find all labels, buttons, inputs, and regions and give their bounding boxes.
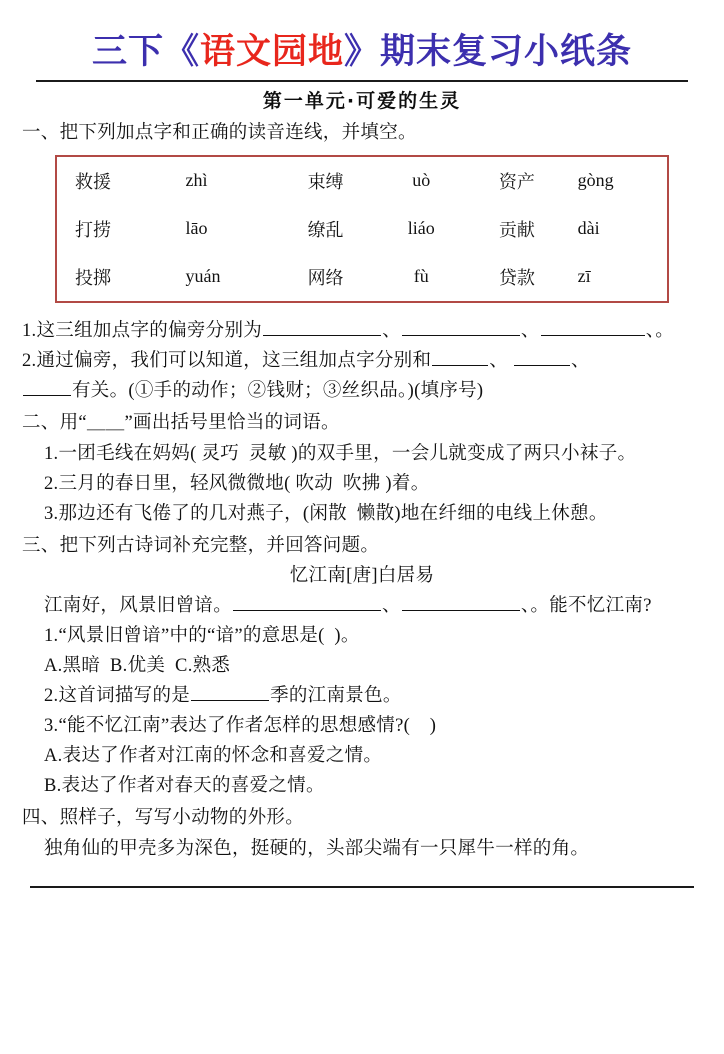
table-cell-pinyin[interactable]: yuán <box>185 266 221 287</box>
poem-body <box>22 592 702 622</box>
q2-text-a: 2.这首词描写的是 <box>44 686 191 707</box>
section-three-question-1: 1.“风景旧曾谙”中的“谙”的意思是( )。 <box>44 626 360 647</box>
section-three-question-3-option-a[interactable]: A.表达了作者对江南的怀念和喜爱之情。 <box>44 746 383 767</box>
table-cell-pinyin[interactable]: dài <box>577 218 600 239</box>
table-cell-pinyin[interactable]: zhì <box>185 170 208 191</box>
q1-text: 1.这三组加点字的偏旁分别为 <box>22 320 263 341</box>
unit-heading: 第一单元·可爱的生灵 <box>262 89 462 112</box>
q2-text-b: 有关。(①手的动作；②钱财；③丝织品。)(填序号) <box>72 380 484 401</box>
q1-end: 、。 <box>645 320 675 341</box>
title-part-red: 语文园地 <box>199 31 344 72</box>
section-three-question-3: 3.“能不忆江南”表达了作者怎样的思想感情?( ) <box>44 716 437 737</box>
table-row <box>56 156 668 205</box>
pinyin-match-table <box>55 155 669 303</box>
table-cell-word[interactable]: 贷款 <box>498 267 535 288</box>
section-one-heading: 一、把下列加点字和正确的读音连线，并填空。 <box>22 122 417 143</box>
pinyin-match-table-wrapper <box>55 155 669 303</box>
answer-blank[interactable] <box>263 317 381 336</box>
spacer <box>22 865 702 868</box>
answer-blank[interactable] <box>402 317 520 336</box>
answer-writing-line[interactable] <box>30 886 694 888</box>
answer-blank[interactable] <box>191 683 269 702</box>
answer-blank[interactable] <box>23 377 71 396</box>
table-cell-pinyin[interactable]: gòng <box>577 170 614 191</box>
answer-blank[interactable] <box>432 347 488 366</box>
table-cell-pinyin[interactable]: fù <box>413 266 429 287</box>
poem-sep-1: 、 <box>382 596 401 617</box>
section-three-heading: 三、把下列古诗词补充完整，并回答问题。 <box>22 535 380 556</box>
section-four-example: 独角仙的甲壳多为深色，挺硬的，头部尖端有一只犀牛一样的角。 <box>44 839 590 860</box>
title-bracket-open: 《 <box>163 31 200 72</box>
title-part2: 期末复习小纸条 <box>380 31 633 72</box>
table-cell-pinyin[interactable]: liáo <box>407 218 435 239</box>
table-cell-pinyin[interactable]: zī <box>577 266 591 287</box>
table-cell-word[interactable]: 打捞 <box>75 219 111 240</box>
section-one-question-2 <box>22 347 702 407</box>
table-cell-pinyin[interactable]: lāo <box>185 218 208 239</box>
table-cell-word[interactable]: 贡献 <box>498 219 535 240</box>
section-three-question-1-options[interactable]: A.黑暗 B.优美 C.熟悉 <box>44 656 231 677</box>
answer-blank[interactable] <box>541 317 645 336</box>
poem-text-b: 能不忆江南? <box>549 596 652 617</box>
table-cell-word[interactable]: 资产 <box>498 171 535 192</box>
answer-blank[interactable] <box>514 347 570 366</box>
q2-sep-1: 、 <box>489 350 514 371</box>
title-bracket-close: 》 <box>344 31 381 72</box>
worksheet-page <box>0 30 724 1054</box>
section-three-question-2 <box>22 682 702 712</box>
table-cell-word[interactable]: 束缚 <box>307 171 344 192</box>
section-two-question-2: 2.三月的春日里，轻风微微地( 吹动 吹拂 )着。 <box>44 473 430 494</box>
poem-title: 忆江南[唐]白居易 <box>289 566 435 587</box>
poem-text-a: 江南好，风景旧曾谙。 <box>44 596 233 617</box>
section-two-question-1: 1.一团毛线在妈妈( 灵巧 灵敏 )的双手里，一会儿就变成了两只小袜子。 <box>44 443 637 464</box>
poem-sep-2: 、。 <box>520 596 550 617</box>
section-two-question-3: 3.那边还有飞倦了的几对燕子，(闲散 懒散)地在纤细的电线上休憩。 <box>44 503 608 524</box>
title-part1: 三下 <box>91 31 164 72</box>
section-four-heading: 四、照样子，写写小动物的外形。 <box>22 808 305 829</box>
answer-blank[interactable] <box>233 593 381 612</box>
section-three-question-3-option-b[interactable]: B.表达了作者对春天的喜爱之情。 <box>44 776 325 797</box>
table-cell-pinyin[interactable]: uò <box>412 170 431 191</box>
q1-sep-1: 、 <box>382 320 401 341</box>
page-title <box>22 30 702 74</box>
q2-text-b: 季的江南景色。 <box>270 686 402 707</box>
title-divider <box>36 80 688 82</box>
answer-blank[interactable] <box>402 593 520 612</box>
table-cell-word[interactable]: 投掷 <box>75 267 111 288</box>
q2-sep-2: 、 <box>571 350 590 371</box>
section-two-heading: 二、用“＿＿”画出括号里恰当的词语。 <box>22 412 340 433</box>
table-cell-word[interactable]: 缭乱 <box>307 219 344 240</box>
section-one-question-1 <box>22 317 702 347</box>
table-cell-word[interactable]: 救援 <box>75 171 111 192</box>
table-row <box>56 253 668 302</box>
table-row <box>56 205 668 253</box>
table-cell-word[interactable]: 网络 <box>307 267 344 288</box>
q2-text: 2.通过偏旁，我们可以知道，这三组加点字分别和 <box>22 350 432 371</box>
q1-sep-2: 、 <box>520 320 540 341</box>
